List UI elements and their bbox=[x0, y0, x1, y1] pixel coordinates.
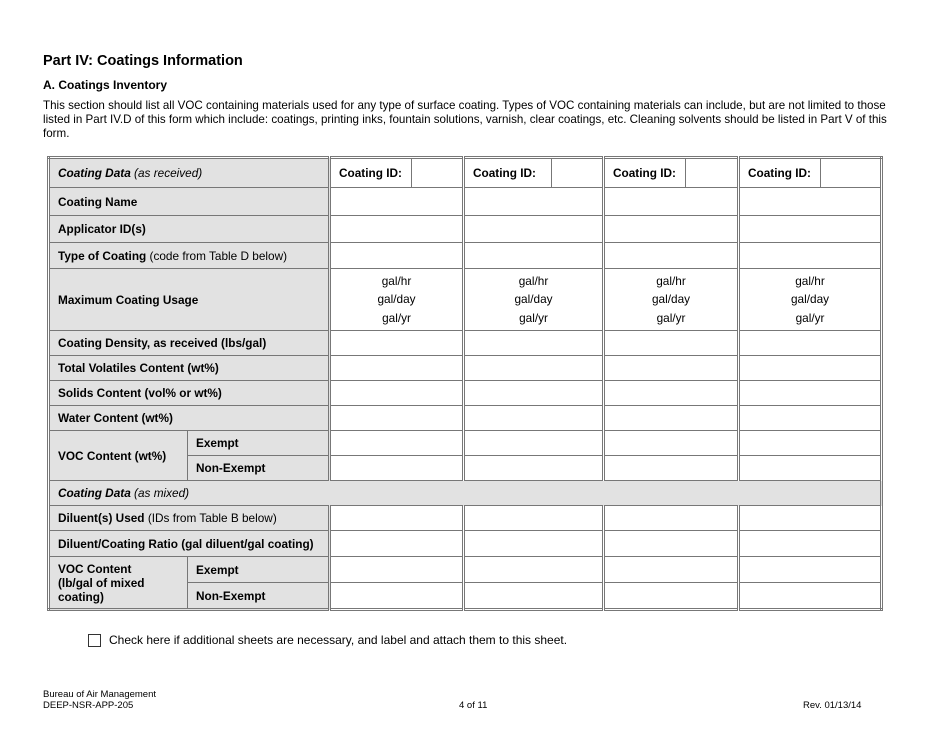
density-label: Coating Density, as received (lbs/gal) bbox=[49, 331, 330, 356]
applicator-input-1[interactable] bbox=[330, 216, 464, 243]
coatings-inventory-table bbox=[47, 156, 883, 611]
voc-exempt-input-1[interactable] bbox=[330, 431, 464, 456]
solids-input-3[interactable] bbox=[604, 381, 739, 406]
voc-exempt-input-4[interactable] bbox=[739, 431, 882, 456]
density-input-3[interactable] bbox=[604, 331, 739, 356]
coating-id-input-3[interactable] bbox=[686, 158, 739, 188]
type-input-3[interactable] bbox=[604, 243, 739, 269]
voc-mixed-exempt-input-3[interactable] bbox=[604, 557, 739, 583]
coating-id-input-1[interactable] bbox=[412, 158, 464, 188]
ratio-row bbox=[49, 531, 882, 557]
usage-input-4[interactable]: gal/hr gal/day gal/yr bbox=[739, 269, 882, 331]
coating-name-input-3[interactable] bbox=[604, 188, 739, 216]
coating-id-label-2: Coating ID: bbox=[464, 158, 552, 188]
footer-page-number: 4 of 11 bbox=[459, 700, 488, 711]
usage-input-2[interactable]: gal/hr gal/day gal/yr bbox=[464, 269, 604, 331]
coating-id-label-4: Coating ID: bbox=[739, 158, 821, 188]
ratio-input-1[interactable] bbox=[330, 531, 464, 557]
water-row bbox=[49, 406, 882, 431]
ratio-input-2[interactable] bbox=[464, 531, 604, 557]
usage-row bbox=[49, 269, 882, 331]
voc-mixed-exempt-input-4[interactable] bbox=[739, 557, 882, 583]
solids-input-2[interactable] bbox=[464, 381, 604, 406]
coating-id-input-2[interactable] bbox=[552, 158, 604, 188]
density-input-1[interactable] bbox=[330, 331, 464, 356]
footer-agency: Bureau of Air Management bbox=[43, 689, 157, 700]
diluents-input-2[interactable] bbox=[464, 506, 604, 531]
applicator-input-4[interactable] bbox=[739, 216, 882, 243]
additional-sheets-checkbox[interactable] bbox=[88, 634, 101, 647]
voc-mixed-nonexempt-input-4[interactable] bbox=[739, 583, 882, 610]
coating-name-input-2[interactable] bbox=[464, 188, 604, 216]
solids-label: Solids Content (vol% or wt%) bbox=[49, 381, 330, 406]
diluents-row bbox=[49, 506, 882, 531]
density-row bbox=[49, 331, 882, 356]
water-label: Water Content (wt%) bbox=[49, 406, 330, 431]
voc-nonexempt-label: Non-Exempt bbox=[188, 456, 330, 481]
density-input-4[interactable] bbox=[739, 331, 882, 356]
type-input-4[interactable] bbox=[739, 243, 882, 269]
additional-sheets-label: Check here if additional sheets are necessary, and label and attach them to this sheet. bbox=[109, 633, 568, 647]
coating-name-input-4[interactable] bbox=[739, 188, 882, 216]
voc-exempt-input-2[interactable] bbox=[464, 431, 604, 456]
applicator-row bbox=[49, 216, 882, 243]
diluents-label: Diluent(s) Used (IDs from Table B below) bbox=[49, 506, 330, 531]
solids-row bbox=[49, 381, 882, 406]
coating-name-label: Coating Name bbox=[49, 188, 330, 216]
usage-input-1[interactable]: gal/hr gal/day gal/yr bbox=[330, 269, 464, 331]
coating-data-mixed-header: Coating Data (as mixed) bbox=[49, 481, 882, 506]
voc-mixed-exempt-row bbox=[49, 557, 882, 583]
voc-nonexempt-input-2[interactable] bbox=[464, 456, 604, 481]
water-input-2[interactable] bbox=[464, 406, 604, 431]
coating-id-input-4[interactable] bbox=[821, 158, 882, 188]
voc-mixed-exempt-input-1[interactable] bbox=[330, 557, 464, 583]
header-row bbox=[49, 158, 882, 188]
section-title: A. Coatings Inventory bbox=[43, 78, 168, 92]
ratio-input-3[interactable] bbox=[604, 531, 739, 557]
type-input-2[interactable] bbox=[464, 243, 604, 269]
ratio-label: Diluent/Coating Ratio (gal diluent/gal coating) bbox=[49, 531, 330, 557]
voc-exempt-input-3[interactable] bbox=[604, 431, 739, 456]
intro-paragraph: This section should list all VOC containing materials used for any type of surface coating. Types of VOC containing materials can include, but are not limited to those listed in Part IV.D of this form which include: coatings, printing inks, fountain solutions, varnish, clear coatings, etc. Cleaning solvents should be listed in Part V of this form. bbox=[43, 99, 887, 141]
ratio-input-4[interactable] bbox=[739, 531, 882, 557]
voc-nonexempt-input-3[interactable] bbox=[604, 456, 739, 481]
water-input-4[interactable] bbox=[739, 406, 882, 431]
voc-mixed-nonexempt-label: Non-Exempt bbox=[188, 583, 330, 610]
coating-id-label-1: Coating ID: bbox=[330, 158, 412, 188]
volatiles-input-3[interactable] bbox=[604, 356, 739, 381]
density-input-2[interactable] bbox=[464, 331, 604, 356]
volatiles-input-4[interactable] bbox=[739, 356, 882, 381]
diluents-input-1[interactable] bbox=[330, 506, 464, 531]
footer-revision: Rev. 01/13/14 bbox=[803, 700, 862, 711]
volatiles-label: Total Volatiles Content (wt%) bbox=[49, 356, 330, 381]
type-input-1[interactable] bbox=[330, 243, 464, 269]
usage-input-3[interactable]: gal/hr gal/day gal/yr bbox=[604, 269, 739, 331]
coating-name-row bbox=[49, 188, 882, 216]
type-row bbox=[49, 243, 882, 269]
water-input-3[interactable] bbox=[604, 406, 739, 431]
footer-left bbox=[43, 689, 156, 711]
voc-nonexempt-input-1[interactable] bbox=[330, 456, 464, 481]
volatiles-input-2[interactable] bbox=[464, 356, 604, 381]
additional-sheets-row bbox=[88, 633, 567, 647]
solids-input-1[interactable] bbox=[330, 381, 464, 406]
volatiles-row bbox=[49, 356, 882, 381]
voc-content-label: VOC Content (wt%) bbox=[49, 431, 188, 481]
voc-mixed-exempt-label: Exempt bbox=[188, 557, 330, 583]
water-input-1[interactable] bbox=[330, 406, 464, 431]
voc-mixed-nonexempt-input-2[interactable] bbox=[464, 583, 604, 610]
voc-exempt-row bbox=[49, 431, 882, 456]
coating-name-input-1[interactable] bbox=[330, 188, 464, 216]
voc-mixed-label: VOC Content (lb/gal of mixed coating) bbox=[49, 557, 188, 610]
solids-input-4[interactable] bbox=[739, 381, 882, 406]
part-title: Part IV: Coatings Information bbox=[43, 53, 243, 69]
type-label: Type of Coating (code from Table D below) bbox=[49, 243, 330, 269]
voc-nonexempt-input-4[interactable] bbox=[739, 456, 882, 481]
mixed-header-row bbox=[49, 481, 882, 506]
coating-data-header: Coating Data (as received) bbox=[49, 158, 330, 188]
diluents-input-4[interactable] bbox=[739, 506, 882, 531]
applicator-input-2[interactable] bbox=[464, 216, 604, 243]
footer-form-number: DEEP-NSR-APP-205 bbox=[43, 700, 134, 711]
voc-mixed-exempt-input-2[interactable] bbox=[464, 557, 604, 583]
applicator-label: Applicator ID(s) bbox=[49, 216, 330, 243]
volatiles-input-1[interactable] bbox=[330, 356, 464, 381]
max-usage-label: Maximum Coating Usage bbox=[49, 269, 330, 331]
diluents-input-3[interactable] bbox=[604, 506, 739, 531]
voc-mixed-nonexempt-input-1[interactable] bbox=[330, 583, 464, 610]
applicator-input-3[interactable] bbox=[604, 216, 739, 243]
voc-exempt-label: Exempt bbox=[188, 431, 330, 456]
voc-mixed-nonexempt-input-3[interactable] bbox=[604, 583, 739, 610]
coating-id-label-3: Coating ID: bbox=[604, 158, 686, 188]
